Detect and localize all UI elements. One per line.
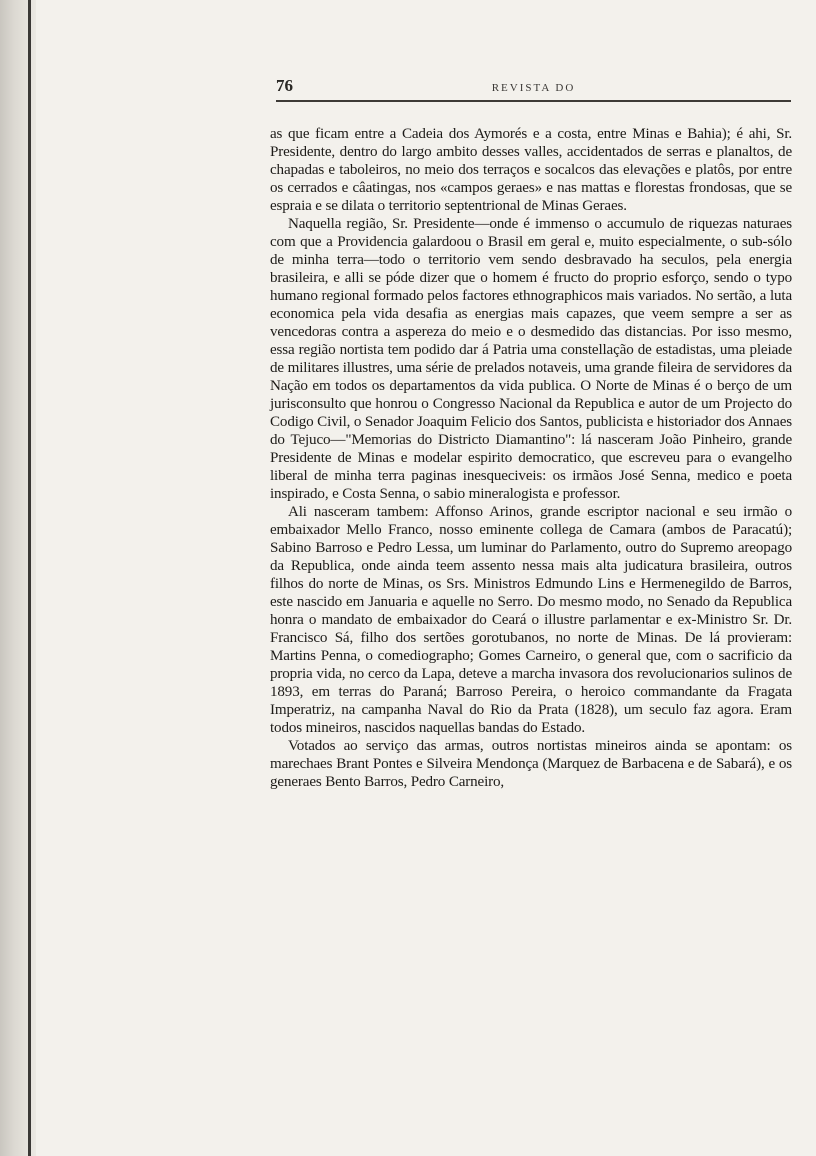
page-number: 76 — [276, 76, 293, 95]
body-text — [270, 125, 792, 791]
paragraph-1: as que ficam entre a Cadeia dos Aymorés e a costa, entre Minas e Bahia); é ahi, Sr. Presidente, dentro do largo ambito desses valles, accidentados de serras e planaltos, de chapadas e taboleiros, no meio dos terraços e socalcos das elevações e platôs, por entre os cerrados e câatingas, nos «campos geraes» e nas mattas e florestas frondosas, que se espraia e se dilata o territorio septentrional de Minas Geraes. — [270, 126, 792, 214]
header-rule — [276, 100, 791, 102]
paragraph-4: Votados ao serviço das armas, outros nortistas mineiros ainda se apontam: os marechaes Brant Pontes e Silveira Mendonça (Marquez de Barbacena e de Sabará), e os generaes Bento Barros, Pedro Carneiro, — [270, 738, 792, 790]
paragraph-3: Ali nasceram tambem: Affonso Arinos, grande escriptor nacional e seu irmão o embaixador Mello Franco, nosso eminente collega de Camara (ambos de Paracatú); Sabino Barroso e Pedro Lessa, um luminar do Parlamento, outro do Supremo areopago da Republica, onde ainda teem assento nessa mais alta judicatura brasileira, outros filhos do norte de Minas, os Srs. Ministros Edmundo Lins e Hermenegildo de Barros, este nascido em Januaria e aquelle no Serro. Do mesmo modo, no Senado da Republica honra o mandato de embaixador do Ceará o illustre parlamentar e ex-Ministro Sr. Dr. Francisco Sá, filho dos sertões gorotubanos, no norte de Minas. De lá provieram: Martins Penna, o comediographo; Gomes Carneiro, o general que, com o sacrificio da propria vida, no cerco da Lapa, deteve a marcha invasora dos revolucionarios sulinos de 1893, em terras do Paraná; Barroso Pereira, o heroico commandante da Fragata Imperatriz, na campanha Naval do Rio da Prata (1828), um seculo faz agora. Eram todos mineiros, nascidos naquellas bandas do Estado. — [270, 504, 792, 736]
running-title: REVISTA DO — [491, 82, 576, 94]
book-binding-edge — [28, 0, 31, 1156]
paragraph-2: Naquella região, Sr. Presidente—onde é immenso o accumulo de riquezas naturaes com que a Providencia galardoou o Brasil em geral e, muito especialmente, o sub-sólo de minha terra—todo o territorio vem sendo desbravado ha seculos, pela energia brasileira, e alli se póde dizer que o homem é fructo do proprio esforço, sendo o typo humano regional formado pelos factores ethnographicos mais variados. No sertão, a luta economica pela vida desafia as energias mais capazes, que veem sempre a ser as vencedoras contra a aspereza do meio e o desmedido das distancias. Por isso mesmo, essa região nortista tem podido dar á Patria uma constellação de estadistas, uma pleiade de militares illustres, uma série de prelados notaveis, uma grande fileira de servidores da Nação em todos os departamentos da vida publica. O Norte de Minas é o berço de um jurisconsulto que honrou o Congresso Nacional da Republica e autor de um Projecto do Codigo Civil, o Senador Joaquim Felicio dos Santos, publicista e historiador dos Annaes do Tejuco—"Memorias do Districto Diamantino": lá nasceram João Pinheiro, grande Presidente de Minas e modelar espirito democratico, que escreveu para o evangelho liberal de minha terra paginas inesqueciveis: os irmãos José Senna, medico e poeta inspirado, e Costa Senna, o sabio mineralogista e professor. — [270, 216, 792, 502]
page-header — [276, 76, 791, 100]
